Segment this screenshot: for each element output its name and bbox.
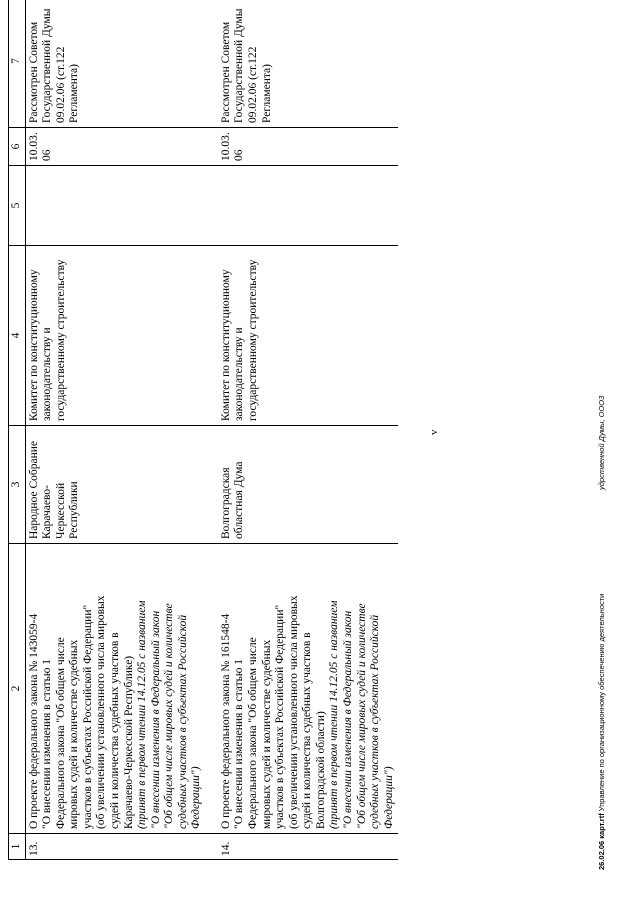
bill-line: Федерального закона "Об общем числе (54, 637, 67, 829)
col-header-2: 2 (9, 544, 26, 834)
bill-line: судей и количества судебных участков в (301, 632, 314, 829)
date: 10.03.06 (206, 128, 398, 166)
committee: Комитет по конституционному законодательству и государственному строительству (206, 246, 398, 426)
bill-description (25, 544, 206, 834)
footer-right: удрственной Думы, ООО3 (597, 395, 606, 490)
status-note: Рассмотрен Советом Государственной Думы 09.02.06 (ст.122 Регламента) (206, 0, 398, 128)
page-mark: v (428, 429, 440, 435)
bill-line: мировых судей и количестве судебных (68, 639, 81, 829)
footer-filename: 26.02.06 карт.rtf (597, 813, 606, 870)
page-footer (597, 170, 606, 870)
col-header-6: 6 (9, 128, 26, 166)
bill-first-reading-note: "О внесении изменения в Федеральный закон (149, 610, 162, 829)
bills-table (8, 0, 398, 860)
bill-line: (об увеличении установленного числа мировых (95, 595, 108, 829)
table-row (25, 0, 206, 860)
col5-cell (25, 166, 206, 246)
bill-first-reading-note: Федерации") (382, 766, 395, 829)
col-header-3: 3 (9, 426, 26, 544)
bill-first-reading-note: "Об общем числе мировых судей и количестве (163, 603, 176, 829)
bill-first-reading-note: судебных участков в субъектах Российской (369, 614, 382, 829)
status-note: Рассмотрен Советом Государственной Думы 09.02.06 (ст.122 Регламента) (25, 0, 206, 128)
bill-first-reading-note: Федерации") (190, 766, 203, 829)
bill-title: О проекте федерального закона № 143059-4 (27, 613, 40, 829)
initiator: Волгоградская областная Дума (206, 426, 398, 544)
row-number: 14. (206, 834, 398, 860)
bill-first-reading-note: судебных участков в субъектах Российской (176, 614, 189, 829)
bill-first-reading-note: (принят в первом чтении 14.12.05 с названием (136, 600, 149, 829)
bill-line: участков в субъектах Российской Федерации" (274, 604, 287, 829)
col-header-5: 5 (9, 166, 26, 246)
col-header-4: 4 (9, 246, 26, 426)
header-row (9, 0, 26, 860)
initiator: Народное Собрание Карачаево-Черкесской Республики (25, 426, 206, 544)
bill-line: Федерального закона "Об общем числе (247, 637, 259, 829)
committee: Комитет по конституционному законодательству и государственному строительству (25, 246, 206, 426)
bill-first-reading-note: "О внесении изменения в Федеральный закон (341, 610, 354, 829)
bill-line: Карачаево-Черкесской Республике) (122, 655, 135, 829)
bill-line: участков в субъектах Российской Федерации" (81, 604, 94, 829)
col5-cell (206, 166, 398, 246)
bill-first-reading-note: "Об общем числе мировых судей и количестве (355, 603, 368, 829)
row-number: 13. (25, 834, 206, 860)
bill-line: (об увеличении установленного числа мировых (287, 595, 300, 829)
bill-line: "О внесении изменения в статью 1 (233, 658, 246, 829)
date: 10.03.06 (25, 128, 206, 166)
bill-line: "О внесении изменения в статью 1 (41, 658, 54, 829)
bill-line: Волгоградской области) (314, 711, 327, 829)
bill-line: судей и количества судебных участков в (108, 632, 121, 829)
table-row (206, 0, 398, 860)
bill-title: О проекте федерального закона № 161548-4 (219, 613, 232, 829)
col-header-1: 1 (9, 834, 26, 860)
bill-line: мировых судей и количестве судебных (260, 639, 273, 829)
footer-department: Управление по организационному обеспечению деятельности (597, 593, 606, 812)
bill-description (206, 544, 398, 834)
col-header-7: 7 (9, 0, 26, 128)
bill-first-reading-note: (принят в первом чтении 14.12.05 с названием (328, 600, 341, 829)
